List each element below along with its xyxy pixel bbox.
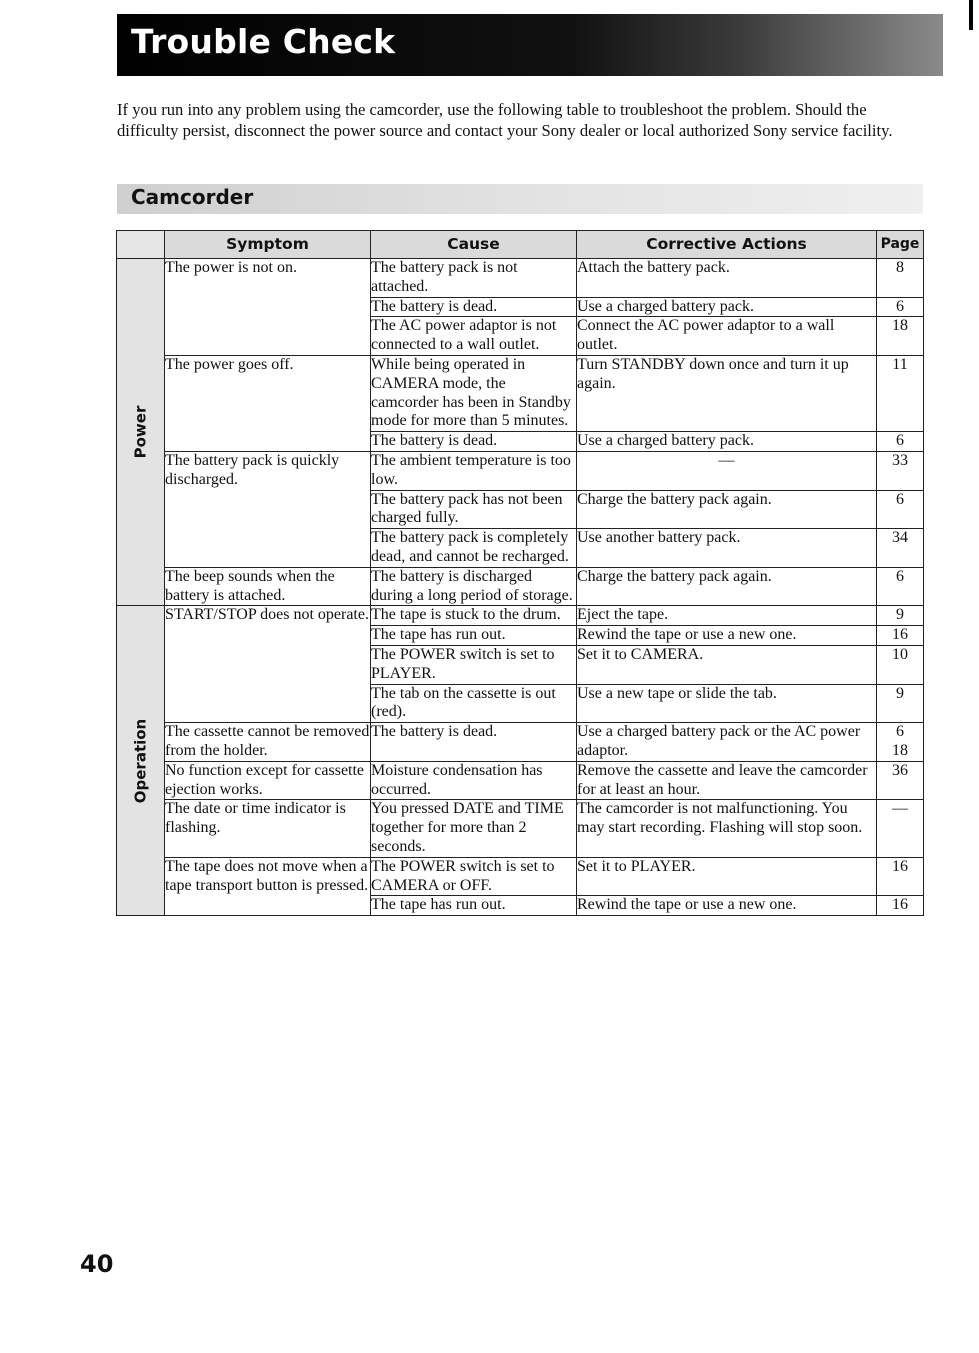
action-cell: — [577,451,877,490]
page-ref: 6 [896,567,904,585]
page-cell [877,355,924,431]
page-ref: 18 [892,741,908,759]
page-ref: — [892,800,908,818]
page-cell [877,432,924,452]
action-cell: Use a new tape or slide the tab. [577,684,877,723]
action-cell: The camcorder is not malfunctioning. You may start recording. Flashing will stop soon. [577,800,877,857]
cause-cell: The battery is dead. [371,297,577,317]
page-ref: 34 [892,529,908,547]
cause-cell: While being operated in CAMERA mode, the camcorder has been in Standby mode for more than 5 minutes. [371,355,577,431]
page-cell [877,684,924,723]
page-cell [877,451,924,490]
symptom-cell: The cassette cannot be removed from the holder. [165,723,371,762]
page-cell [877,626,924,646]
symptom-cell: The tape does not move when a tape transport button is pressed. [165,857,371,915]
symptom-cell: The battery pack is quickly discharged. [165,451,371,567]
page-cell [877,567,924,606]
page-number: 40 [80,1250,114,1278]
page-ref: 6 [896,297,904,315]
group-label: Operation [131,718,150,803]
edge-mark [969,0,973,30]
page-cell [877,317,924,356]
symptom-cell: The beep sounds when the battery is attached. [165,567,371,606]
header-corner [117,231,165,259]
page-ref: 33 [892,451,908,469]
page-title: Trouble Check [131,22,396,61]
table-header-row [117,231,924,259]
page-ref: 11 [892,355,908,373]
action-cell: Use a charged battery pack. [577,432,877,452]
page-cell [877,606,924,626]
cause-cell: The battery pack is completely dead, and cannot be recharged. [371,529,577,568]
group-label: Power [131,405,150,459]
page-ref: 6 [896,723,904,741]
page-cell [877,490,924,529]
table-row [117,800,924,857]
cause-cell: The battery is dead. [371,432,577,452]
header-cause: Cause [371,231,577,259]
page-ref: 10 [892,645,908,663]
page-cell [877,529,924,568]
page-ref: 9 [896,684,904,702]
symptom-cell: The power goes off. [165,355,371,451]
page-cell [877,896,924,916]
header-symptom: Symptom [165,231,371,259]
cause-cell: The battery pack is not attached. [371,259,577,298]
symptom-cell: The power is not on. [165,259,371,356]
table-row [117,259,924,298]
table-row [117,355,924,431]
page-ref: 18 [892,317,908,335]
action-cell: Use a charged battery pack or the AC power adaptor. [577,723,877,762]
action-cell: Charge the battery pack again. [577,567,877,606]
table-row [117,761,924,800]
cause-cell: The POWER switch is set to CAMERA or OFF. [371,857,577,896]
symptom-cell: The date or time indicator is flashing. [165,800,371,857]
action-cell: Turn STANDBY down once and turn it up again. [577,355,877,431]
page-ref: 16 [892,626,908,644]
action-cell: Attach the battery pack. [577,259,877,298]
cause-cell: The tape has run out. [371,626,577,646]
cause-cell: The battery pack has not been charged fully. [371,490,577,529]
table-row [117,567,924,606]
page-ref: 9 [896,606,904,624]
page-ref: 16 [892,857,908,875]
cause-cell: The tape is stuck to the drum. [371,606,577,626]
page-ref: 6 [896,432,904,450]
table-row [117,451,924,490]
cause-cell: The tape has run out. [371,896,577,916]
group-label-cell [117,259,165,606]
group-label-cell [117,606,165,916]
action-cell: Use a charged battery pack. [577,297,877,317]
page-ref: 36 [892,761,908,779]
header-corrective-actions: Corrective Actions [577,231,877,259]
page-cell [877,723,924,762]
action-cell: Rewind the tape or use a new one. [577,896,877,916]
page-ref: 6 [896,490,904,508]
action-cell: Remove the cassette and leave the camcorder for at least an hour. [577,761,877,800]
cause-cell: You pressed DATE and TIME together for more than 2 seconds. [371,800,577,857]
page-cell [877,297,924,317]
page-cell [877,259,924,298]
action-cell: Connect the AC power adaptor to a wall outlet. [577,317,877,356]
section-title: Camcorder [131,185,254,209]
trouble-table [116,230,924,916]
action-cell: Rewind the tape or use a new one. [577,626,877,646]
header-page: Page [877,231,924,259]
cause-cell: The AC power adaptor is not connected to a wall outlet. [371,317,577,356]
table-body [117,259,924,916]
page-ref: 8 [896,259,904,276]
action-cell: Use another battery pack. [577,529,877,568]
action-cell: Charge the battery pack again. [577,490,877,529]
action-cell: Set it to PLAYER. [577,857,877,896]
cause-cell: The battery is discharged during a long period of storage. [371,567,577,606]
section-banner [117,184,923,214]
cause-cell: The tab on the cassette is out (red). [371,684,577,723]
page-ref: 16 [892,896,908,914]
cause-cell: The ambient temperature is too low. [371,451,577,490]
page-cell [877,645,924,684]
table-row [117,857,924,896]
table-row [117,606,924,626]
cause-cell: The battery is dead. [371,723,577,762]
action-cell: Set it to CAMERA. [577,645,877,684]
title-banner [117,14,943,76]
table-row [117,723,924,762]
action-cell: Eject the tape. [577,606,877,626]
page-cell [877,800,924,857]
page-cell [877,857,924,896]
symptom-cell: No function except for cassette ejection works. [165,761,371,800]
cause-cell: The POWER switch is set to PLAYER. [371,645,577,684]
symptom-cell: START/STOP does not operate. [165,606,371,723]
cause-cell: Moisture condensation has occurred. [371,761,577,800]
intro-paragraph: If you run into any problem using the camcorder, use the following table to troubleshoot the problem. Should the difficulty persist, disconnect the power source and contact your Sony dealer or local authorized Sony service facility. [117,100,893,140]
page-cell [877,761,924,800]
